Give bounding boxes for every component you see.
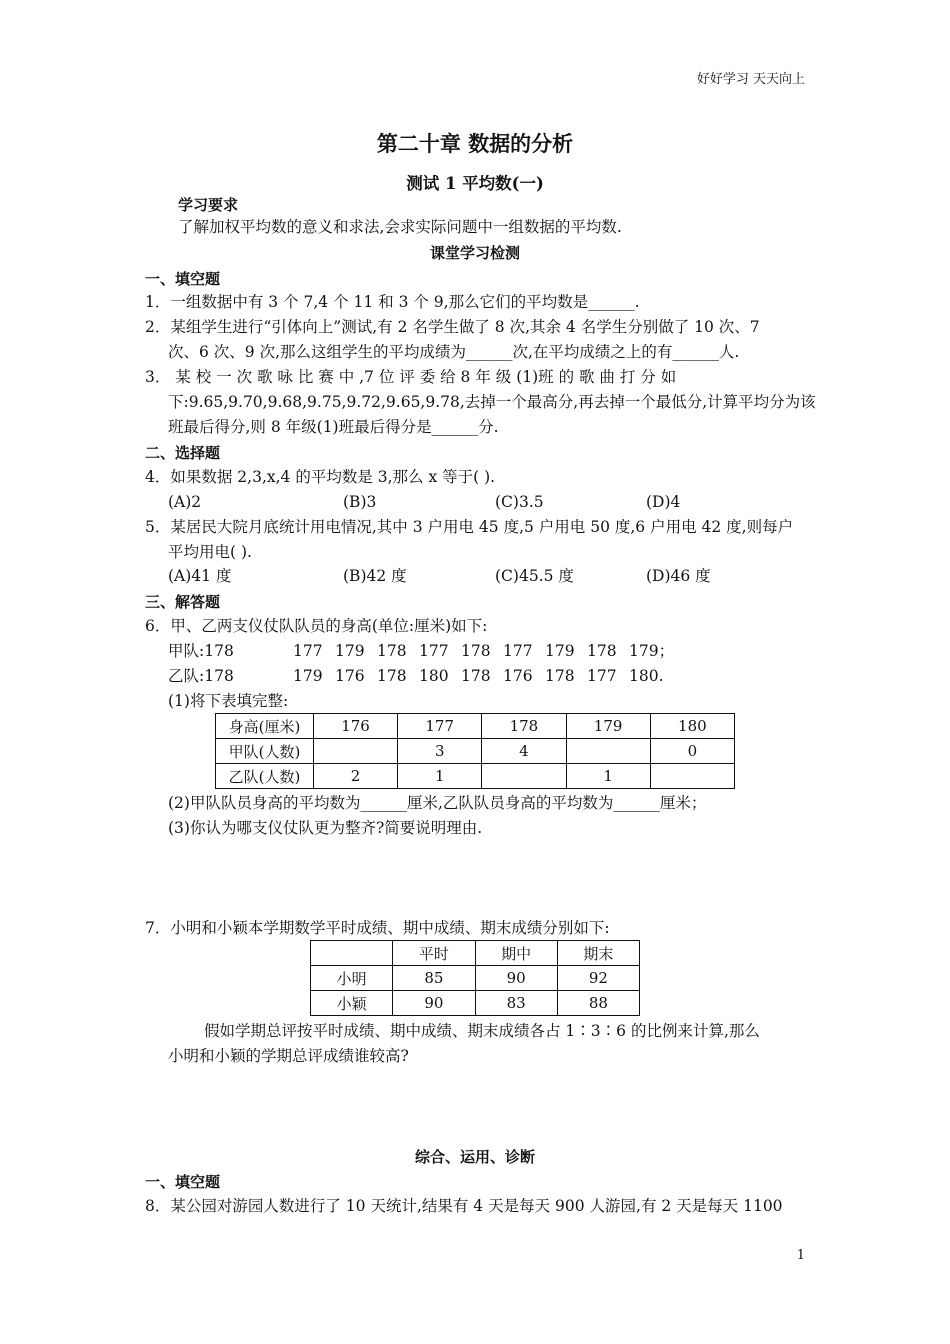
q6-team-yi-heights — [168, 666, 664, 686]
question-6-sub-1: (1)将下表填完整: — [168, 692, 289, 710]
q4-option-a: (A)2 — [168, 493, 202, 511]
question-7-line-1: 假如学期总评按平时成绩、期中成绩、期末成绩各占 1∶3∶6 的比例来计算,那么 — [204, 1022, 760, 1040]
q6-jia-value: 177 — [293, 642, 323, 660]
q6-jia-value: 177 — [503, 642, 533, 660]
question-7-line-2: 小明和小颖的学期总评成绩谁较高? — [168, 1047, 409, 1065]
table-cell: 乙队(人数) — [216, 764, 314, 789]
test-title: 测试 1 平均数(一) — [406, 174, 544, 193]
part-answer-questions: 三、解答题 — [145, 593, 221, 611]
table-cell: 176 — [313, 714, 397, 739]
requirements-text: 了解加权平均数的意义和求法,会求实际问题中一组数据的平均数. — [178, 218, 622, 236]
q6-yi-value: 180 — [419, 667, 449, 685]
table-cell: 90 — [393, 991, 475, 1016]
q6-yi-value: 177 — [587, 667, 617, 685]
table-cell: 178 — [482, 714, 566, 739]
q6-yi-value: 178 — [461, 667, 491, 685]
q5-option-a: (A)41 度 — [168, 567, 232, 585]
table-cell: 4 — [482, 739, 566, 764]
page-header-motto: 好好学习 天天向上 — [696, 72, 805, 87]
question-6-intro: 6．甲、乙两支仪仗队队员的身高(单位:厘米)如下: — [145, 617, 488, 635]
q6-yi-label: 乙队:178 — [168, 667, 234, 685]
requirements-heading: 学习要求 — [178, 196, 239, 214]
q6-jia-value: 178 — [461, 642, 491, 660]
q6-jia-value: 179； — [629, 642, 675, 660]
section-title-classroom: 课堂学习检测 — [429, 244, 520, 262]
q6-yi-value: 179 — [293, 667, 323, 685]
question-8: 8．某公园对游园人数进行了 10 天统计,结果有 4 天是每天 900 人游园,有 2 天是每天 1100 — [145, 1197, 783, 1215]
table-cell — [482, 764, 566, 789]
table-cell: 2 — [313, 764, 397, 789]
question-3-line-1: 3． 某 校 一 次 歌 咏 比 赛 中 ,7 位 评 委 给 8 年 级 (1)班 的 歌 曲 打 分 如 — [145, 368, 677, 386]
q5-option-b: (B)42 度 — [343, 567, 407, 585]
table-cell: 平时 — [393, 941, 475, 966]
question-7-intro: 7．小明和小颖本学期数学平时成绩、期中成绩、期末成绩分别如下: — [145, 919, 610, 937]
table-cell: 1 — [566, 764, 650, 789]
table-cell: 85 — [393, 966, 475, 991]
q6-yi-value: 180. — [629, 667, 664, 685]
table-cell: 177 — [398, 714, 482, 739]
q4-option-d: (D)4 — [646, 493, 681, 511]
q6-yi-value: 176 — [335, 667, 365, 685]
question-5-line-1: 5．某居民大院月底统计用电情况,其中 3 户用电 45 度,5 户用电 50 度,6 户用电 42 度,则每户 — [145, 518, 794, 536]
table-cell: 88 — [557, 991, 639, 1016]
table-row — [311, 966, 640, 991]
table-cell: 小明 — [311, 966, 393, 991]
q6-yi-value: 178 — [377, 667, 407, 685]
chapter-title: 第二十章 数据的分析 — [376, 131, 574, 156]
table-cell: 期中 — [475, 941, 557, 966]
table-cell — [311, 941, 393, 966]
page-number: 1 — [796, 1248, 805, 1263]
question-1: 1．一组数据中有 3 个 7,4 个 11 和 3 个 9,那么它们的平均数是______. — [145, 293, 640, 311]
question-2-line-2: 次、6 次、9 次,那么这组学生的平均成绩为______次,在平均成绩之上的有______人. — [168, 343, 740, 361]
section-title-comprehensive: 综合、运用、诊断 — [414, 1148, 535, 1166]
table-cell: 1 — [398, 764, 482, 789]
question-2-line-1: 2．某组学生进行“引体向上”测试,有 2 名学生做了 8 次,其余 4 名学生分别做了 10 次、7 — [145, 318, 760, 336]
question-6-sub-3: (3)你认为哪支仪仗队更为整齐?简要说明理由. — [168, 819, 483, 837]
q6-jia-value: 179 — [545, 642, 575, 660]
table-cell: 甲队(人数) — [216, 739, 314, 764]
table-cell — [313, 739, 397, 764]
table-cell — [566, 739, 650, 764]
q5-option-c: (C)45.5 度 — [495, 567, 574, 585]
q4-option-c: (C)3.5 — [495, 493, 544, 511]
q4-option-b: (B)3 — [343, 493, 377, 511]
part-fill-in: 一、填空题 — [145, 270, 221, 288]
table-cell: 期末 — [557, 941, 639, 966]
table-row — [216, 714, 735, 739]
question-4: 4．如果数据 2,3,x,4 的平均数是 3,那么 x 等于( ). — [145, 468, 496, 486]
table-row — [311, 941, 640, 966]
question-3-line-2: 下:9.65,9.70,9.68,9.75,9.72,9.65,9.78,去掉一个最高分,再去掉一个最低分,计算平均分为该 — [168, 393, 816, 411]
table-cell: 0 — [650, 739, 734, 764]
q5-option-d: (D)46 度 — [646, 567, 711, 585]
table-cell: 83 — [475, 991, 557, 1016]
question-5-line-2: 平均用电( ). — [168, 543, 252, 561]
q6-team-jia-heights — [168, 641, 674, 661]
table-cell: 90 — [475, 966, 557, 991]
q6-jia-value: 179 — [335, 642, 365, 660]
height-frequency-table — [215, 713, 735, 789]
part-multiple-choice: 二、选择题 — [145, 444, 221, 462]
table-cell: 180 — [650, 714, 734, 739]
table-cell — [650, 764, 734, 789]
question-6-sub-2: (2)甲队队员身高的平均数为______厘米,乙队队员身高的平均数为______厘米； — [168, 794, 707, 812]
table-cell: 小颖 — [311, 991, 393, 1016]
q6-yi-value: 178 — [545, 667, 575, 685]
scores-table — [310, 940, 640, 1016]
table-cell: 92 — [557, 966, 639, 991]
part-fill-in-2: 一、填空题 — [145, 1173, 221, 1191]
q6-jia-value: 177 — [419, 642, 449, 660]
table-cell: 179 — [566, 714, 650, 739]
q6-jia-label: 甲队:178 — [168, 642, 234, 660]
question-3-line-3: 班最后得分,则 8 年级(1)班最后得分是______分. — [168, 418, 499, 436]
table-row — [216, 739, 735, 764]
q6-jia-value: 178 — [587, 642, 617, 660]
table-cell: 3 — [398, 739, 482, 764]
q6-yi-value: 176 — [503, 667, 533, 685]
table-row — [216, 764, 735, 789]
q6-jia-value: 178 — [377, 642, 407, 660]
table-row — [311, 991, 640, 1016]
table-cell: 身高(厘米) — [216, 714, 314, 739]
